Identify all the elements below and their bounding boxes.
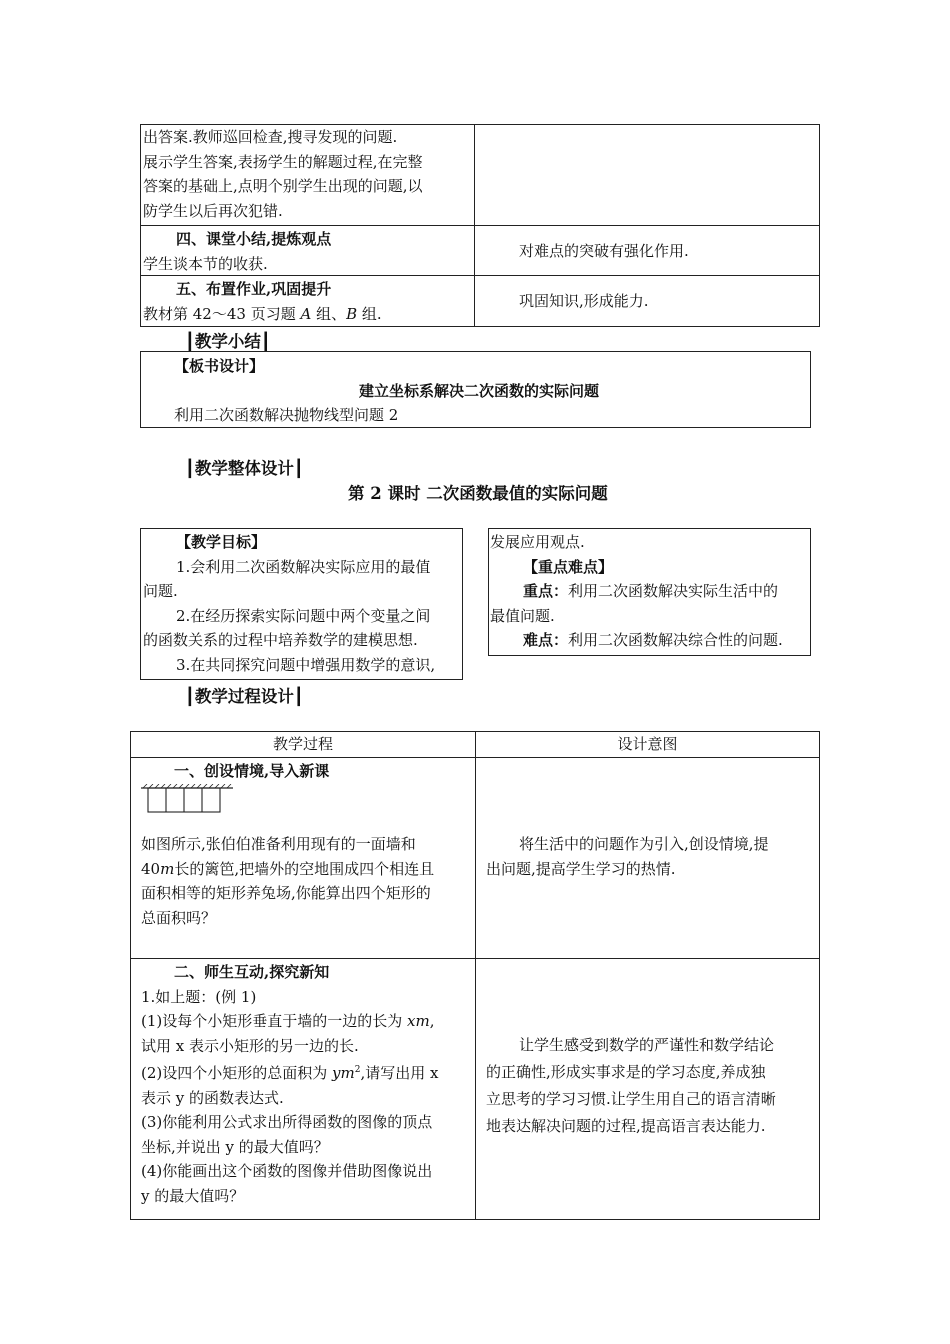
fence-diagram [141,784,233,814]
summary-heading: ┃教学小结┃ [185,332,271,351]
question-2: (2)设四个小矩形的总面积为 $ym^2$,请写出用 x [141,1064,439,1082]
intent-line: 将生活中的问题作为引入,创设情境,提 [519,835,769,853]
intent-line: 地表达解决问题的过程,提高语言表达能力. [486,1117,766,1135]
process-table [130,731,820,1220]
section1-line: 40m长的篱笆,把墙外的空地围成四个相连且 [141,859,435,878]
board-design-box [140,351,811,428]
row3-text: 教材第 42～43 页习题 A 组、B 组. [143,304,382,323]
board-design-line: 利用二次函数解决抛物线型问题 2 [174,406,399,424]
section2-heading: 二、师生互动,探究新知 [174,963,330,981]
section1-line: 总面积吗？ [141,908,217,927]
question-3: (3)你能利用公式求出所得函数的图像的顶点 [141,1113,433,1131]
question-4: (4)你能画出这个函数的图像并借助图像说出 [141,1162,433,1180]
intent-line: 的正确性,形成实事求是的学习态度,养成独 [486,1063,766,1081]
section2-text [141,960,438,1208]
goal-line: 2.在经历探索实际问题中两个变量之间 [176,606,431,625]
board-design-label: 【板书设计】 [174,357,265,375]
key-point-cont: 最值问题. [490,606,555,625]
process-heading: ┃教学过程设计┃ [185,687,304,706]
row2-text: 学生谈本节的收获. [143,254,268,273]
continued-table [140,124,820,327]
row1-line: 出答案.教师巡回检查,搜寻发现的问题. [143,128,398,146]
goals-label: 【教学目标】 [176,533,267,551]
question-1-cont: 试用 x 表示小矩形的另一边的长. [141,1036,359,1055]
row3-left-cell [143,277,382,326]
section2-intent [486,1032,776,1140]
row2-heading: 四、课堂小结,提炼观点 [176,230,332,248]
section1-intent [486,832,769,881]
goal-line: 的函数关系的过程中培养数学的建模思想. [143,631,418,649]
question-0: 1.如上题：(例 1) [141,987,257,1006]
key-points-box [488,528,811,656]
section1-text [141,832,434,930]
section1-line: 如图所示,张伯伯准备利用现有的一面墙和 [141,835,416,853]
question-4-cont: y 的最大值吗？ [141,1186,245,1205]
intent-line: 让学生感受到数学的严谨性和数学结论 [519,1036,775,1054]
row2-left-cell [143,227,331,276]
row1-left-cell [143,125,423,223]
board-design-title: 建立坐标系解决二次函数的实际问题 [359,382,600,400]
intent-line: 立思考的学习习惯.让学生用自己的语言清晰 [486,1090,776,1108]
difficulty-point: 难点：利用二次函数解决综合性的问题. [523,631,783,649]
goal-line: 1.会利用二次函数解决实际应用的最值 [176,557,431,576]
key-point: 重点：利用二次函数解决实际生活中的 [523,582,779,600]
intent-line: 出问题,提高学生学习的热情. [486,859,676,878]
section1-line: 面积相等的矩形养兔场,你能算出四个矩形的 [141,884,431,902]
row1-line: 展示学生答案,表扬学生的解题过程,在完整 [143,152,423,171]
teaching-goals-box [140,528,463,680]
col-header-process: 教学过程 [272,735,333,753]
question-2-cont: 表示 y 的函数表达式. [141,1088,284,1107]
goal-line: 3.在共同探究问题中增强用数学的意识, [176,655,436,674]
row1-line: 防学生以后再次犯错. [143,201,283,220]
goal-line: 问题. [143,582,178,600]
row3-heading: 五、布置作业,巩固提升 [176,280,332,298]
row2-right-text: 对难点的突破有强化作用. [519,242,689,260]
row3-right-text: 巩固知识,形成能力. [519,292,649,310]
question-3-cont: 坐标,并说出 y 的最大值吗？ [141,1137,329,1156]
key-first-line: 发展应用观点. [490,533,585,551]
key-points-label: 【重点难点】 [523,557,614,576]
design-heading: ┃教学整体设计┃ [185,459,304,478]
lesson-title: 第 2 课时 二次函数最值的实际问题 [348,484,608,503]
col-header-intent: 设计意图 [617,735,678,753]
section1-heading: 一、创设情境,导入新课 [174,762,330,780]
row1-line: 答案的基础上,点明个别学生出现的问题,以 [143,177,423,195]
question-1: (1)设每个小矩形垂直于墙的一边的长为 xm, [141,1012,435,1030]
